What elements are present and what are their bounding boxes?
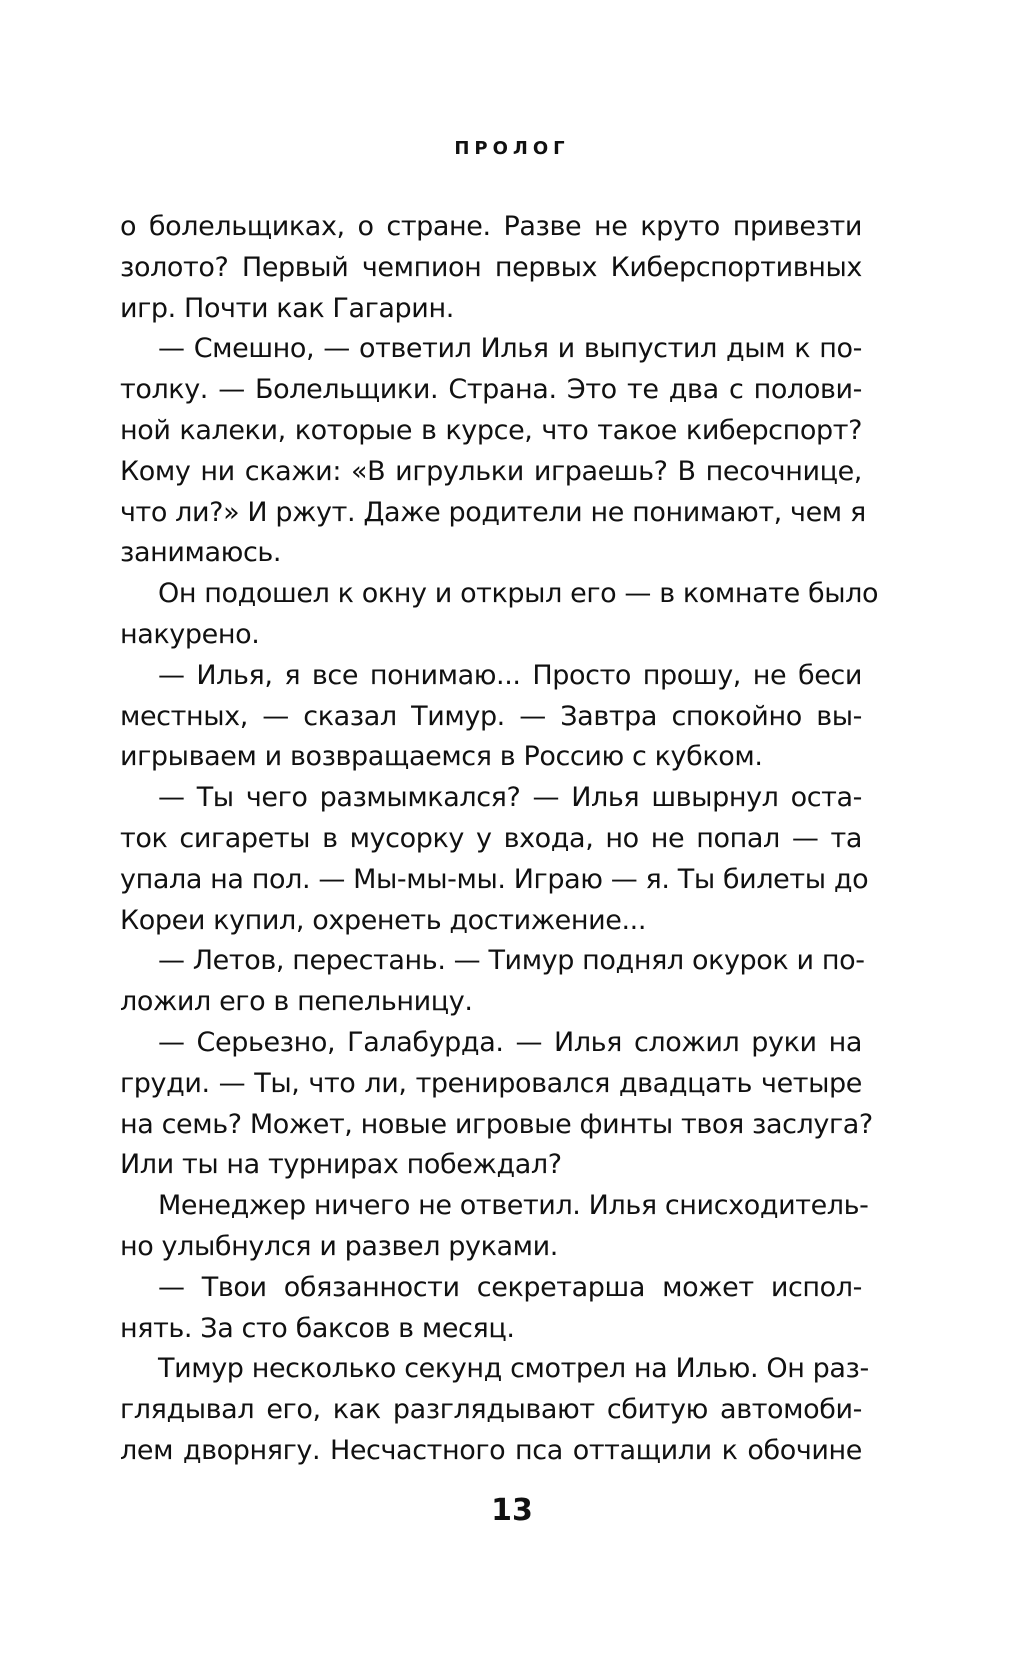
paragraph: [120, 574, 879, 656]
text-line: что ли?» И ржут. Даже родители не понимают, чем я: [120, 496, 866, 528]
text-line: глядывал его, как разглядывают сбитую автомоби-: [120, 1394, 862, 1426]
text-line: толку. — Болельщики. Страна. Это те два с полови-: [120, 374, 862, 406]
page-number: 13: [491, 1493, 533, 1528]
text-line: груди. — Ты, что ли, тренировался двадцать четыре: [120, 1067, 862, 1099]
running-title: ПРОЛОГ: [454, 138, 570, 159]
paragraph: [120, 1268, 862, 1350]
text-line: — Твои обязанности секретарша может испол-: [158, 1271, 862, 1303]
text-line: нять. За сто баксов в месяц.: [120, 1312, 515, 1344]
paragraph: [120, 1349, 869, 1471]
text-line: но улыбнулся и развел руками.: [120, 1230, 558, 1262]
text-line: — Летов, перестань. — Тимур поднял окурок и по-: [158, 945, 865, 977]
text-line: накурено.: [120, 618, 260, 650]
text-line: Кому ни скажи: «В игрульки играешь? В песочнице,: [120, 455, 862, 487]
text-line: — Серьезно, Галабурда. — Илья сложил руки на: [158, 1026, 862, 1058]
text-line: Тимур несколько секунд смотрел на Илью. Он раз-: [158, 1353, 869, 1385]
text-line: игр. Почти как Гагарин.: [120, 292, 454, 324]
paragraph: [120, 778, 869, 941]
text-line: лем дворнягу. Несчастного пса оттащили к обочине: [120, 1434, 862, 1466]
paragraph: [120, 656, 862, 778]
paragraph: [120, 941, 865, 1023]
text-line: ток сигареты в мусорку у входа, но не попал — та: [120, 822, 862, 854]
text-line: о болельщиках, о стране. Разве не круто привезти: [120, 211, 862, 242]
text-line: Менеджер ничего не ответил. Илья снисходитель-: [158, 1190, 869, 1222]
text-line: местных, — сказал Тимур. — Завтра спокойно вы-: [120, 700, 862, 732]
text-line: — Смешно, — ответил Илья и выпустил дым к по-: [158, 333, 862, 365]
paragraph: [120, 207, 862, 329]
text-line: — Илья, я все понимаю... Просто прошу, не беси: [158, 659, 862, 691]
text-line: Он подошел к окну и открыл его — в комнате было: [158, 578, 879, 610]
text-line: упала на пол. — Мы-мы-мы. Играю — я. Ты билеты до: [120, 863, 869, 895]
text-line: на семь? Может, новые игровые финты твоя заслуга?: [120, 1108, 873, 1140]
text-line: Кореи купил, охренеть достижение...: [120, 904, 647, 936]
paragraph: [120, 1186, 869, 1268]
text-line: Или ты на турнирах побеждал?: [120, 1149, 562, 1181]
paragraph: [120, 1023, 873, 1186]
text-line: золото? Первый чемпион первых Киберспортивных: [120, 251, 862, 283]
body-text: [120, 207, 879, 1472]
text-line: ной калеки, которые в курсе, что такое киберспорт?: [120, 414, 862, 446]
text-line: — Ты чего размымкался? — Илья швырнул оста-: [158, 782, 862, 814]
text-line: занимаюсь.: [120, 537, 282, 569]
text-line: игрываем и возвращаемся в Россию с кубком.: [120, 741, 763, 773]
text-line: ложил его в пепельницу.: [120, 986, 473, 1018]
paragraph: [120, 329, 866, 574]
